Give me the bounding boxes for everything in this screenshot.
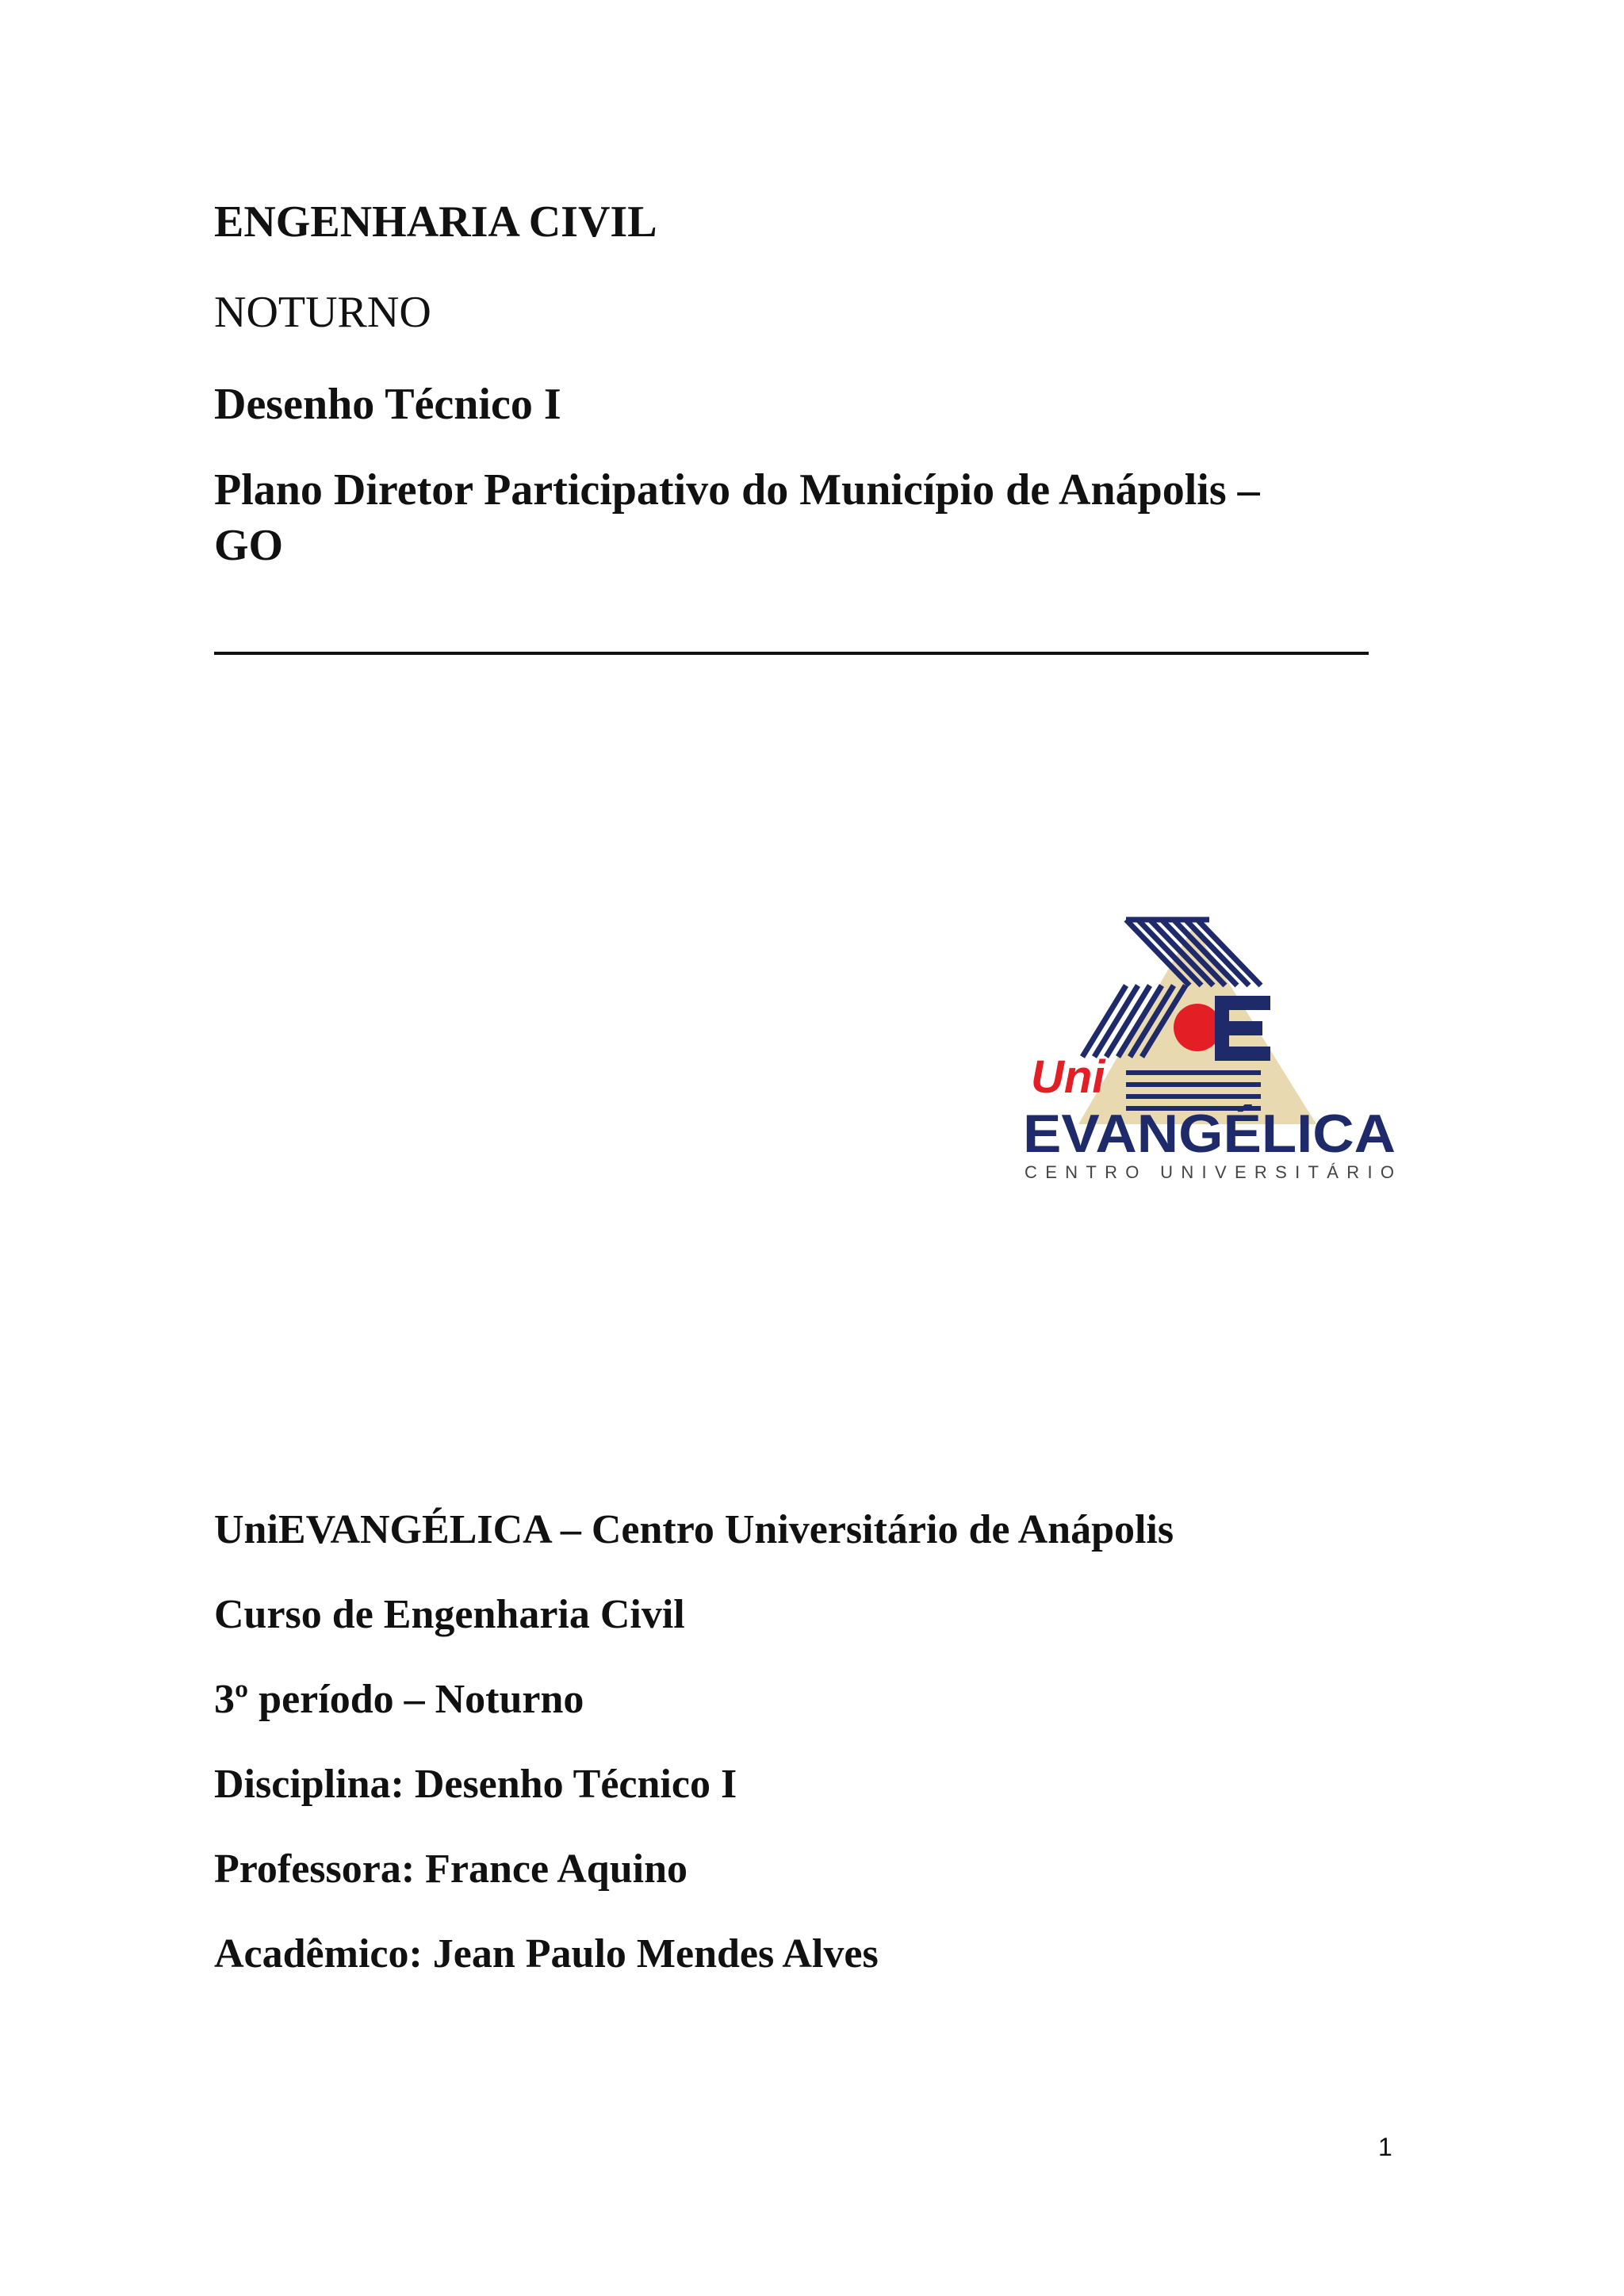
shift-label: NOTURNO (214, 288, 431, 337)
course-title: ENGENHARIA CIVIL (214, 197, 657, 247)
logo-brand-subtitle: CENTRO UNIVERSITÁRIO (1025, 1162, 1394, 1182)
period-line: 3º período – Noturno (214, 1677, 584, 1722)
student-line: Acadêmico: Jean Paulo Mendes Alves (214, 1931, 879, 1976)
logo-red-circle (1174, 1004, 1221, 1051)
signature-rule (214, 652, 1369, 655)
logo-letter-e (1215, 996, 1270, 1061)
work-title-line-2: GO (214, 521, 284, 570)
logo-brand-name: EVANGÉLICA (1023, 1104, 1396, 1164)
logo-brand-prefix: Uni (1031, 1051, 1105, 1103)
work-title-line-1: Plano Diretor Participativo do Município de Anápolis – (214, 465, 1260, 515)
subject-title: Desenho Técnico I (214, 380, 561, 429)
logo-top-stripes (1126, 920, 1261, 985)
institution-line: UniEVANGÉLICA – Centro Universitário de Anápolis (214, 1507, 1174, 1552)
course-line: Curso de Engenharia Civil (214, 1592, 685, 1637)
professor-line: Professora: France Aquino (214, 1846, 688, 1892)
unievangelica-logo-icon (1007, 910, 1404, 1196)
discipline-line: Disciplina: Desenho Técnico I (214, 1762, 737, 1807)
page-number: 1 (1378, 2133, 1392, 2161)
